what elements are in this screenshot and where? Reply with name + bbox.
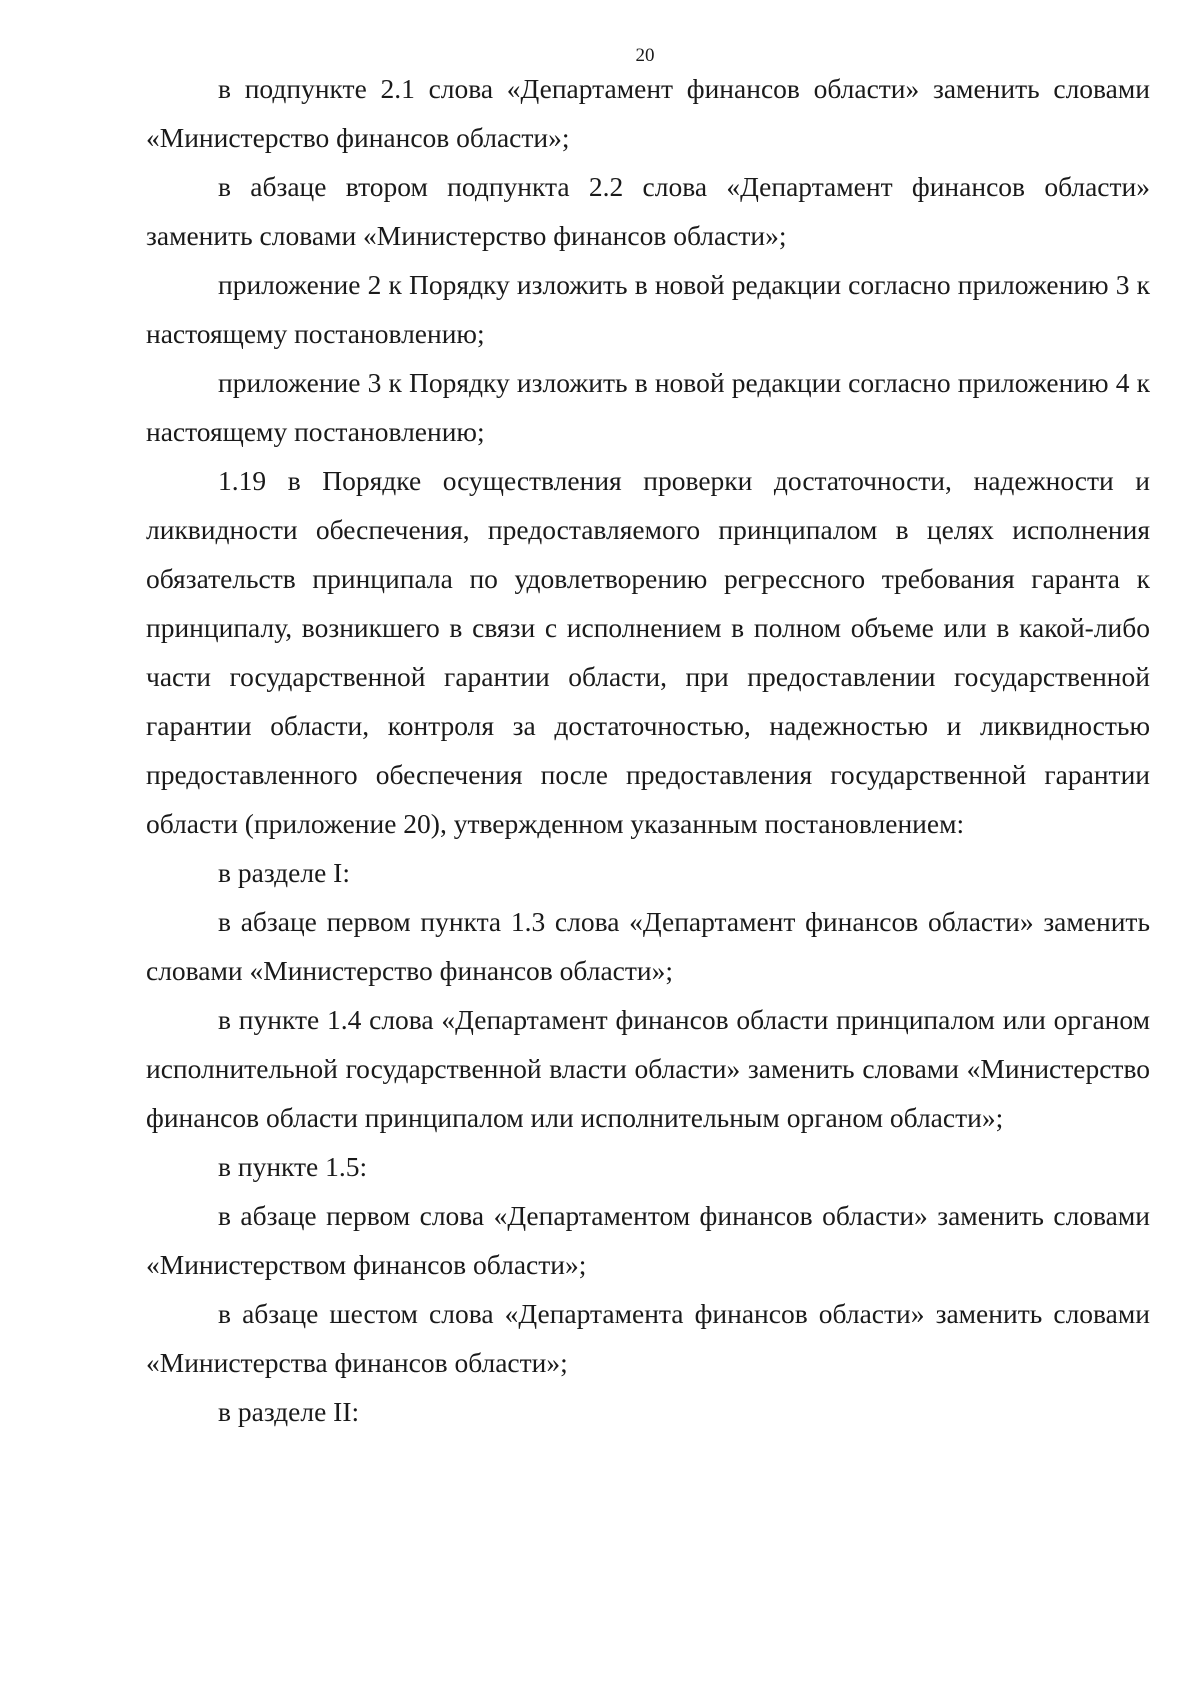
paragraph-section-1: в разделе I:: [218, 857, 350, 888]
paragraph-subpoint-2-2: в абзаце втором подпункта 2.2 слова «Департамент финансов области» заменить словами «Министерство финансов области»;: [146, 171, 1150, 251]
document-body: [146, 64, 1150, 1436]
paragraph-subpoint-2-1: в подпункте 2.1 слова «Департамент финансов области» заменить словами «Министерство финансов области»;: [146, 73, 1150, 153]
paragraph-appendix-2: приложение 2 к Порядку изложить в новой редакции согласно приложению 3 к настоящему постановлению;: [146, 269, 1150, 349]
paragraph-point-1-3: в абзаце первом пункта 1.3 слова «Департамент финансов области» заменить словами «Министерство финансов области»;: [146, 906, 1150, 986]
paragraph-point-1-5: в пункте 1.5:: [218, 1151, 368, 1182]
page-number: 20: [635, 45, 655, 66]
paragraph-sixth-abzac: в абзаце шестом слова «Департамента финансов области» заменить словами «Министерства финансов области»;: [146, 1298, 1150, 1378]
paragraph-section-2: в разделе II:: [218, 1396, 360, 1427]
paragraph-first-abzac: в абзаце первом слова «Департаментом финансов области» заменить словами «Министерством финансов области»;: [146, 1200, 1150, 1280]
paragraph-point-1-4: в пункте 1.4 слова «Департамент финансов области принципалом или органом исполнительной государственной власти области» заменить словами «Министерство финансов области принципалом или исполнительным органом области»;: [146, 1004, 1150, 1133]
paragraph-item-1-19: 1.19 в Порядке осуществления проверки достаточности, надежности и ликвидности обеспечения, предоставляемого принципалом в целях исполнения обязательств принципала по удовлетворению регрессного требования гаранта к принципалу, возникшего в связи с исполнением в полном объеме или в какой-либо части государственной гарантии области, при предоставлении государственной гарантии области, контроля за достаточностью, надежностью и ликвидностью предоставленного обеспечения после предоставления государственной гарантии области (приложение 20), утвержденном указанным постановлением:: [146, 465, 1150, 839]
paragraph-appendix-3: приложение 3 к Порядку изложить в новой редакции согласно приложению 4 к настоящему постановлению;: [146, 367, 1150, 447]
